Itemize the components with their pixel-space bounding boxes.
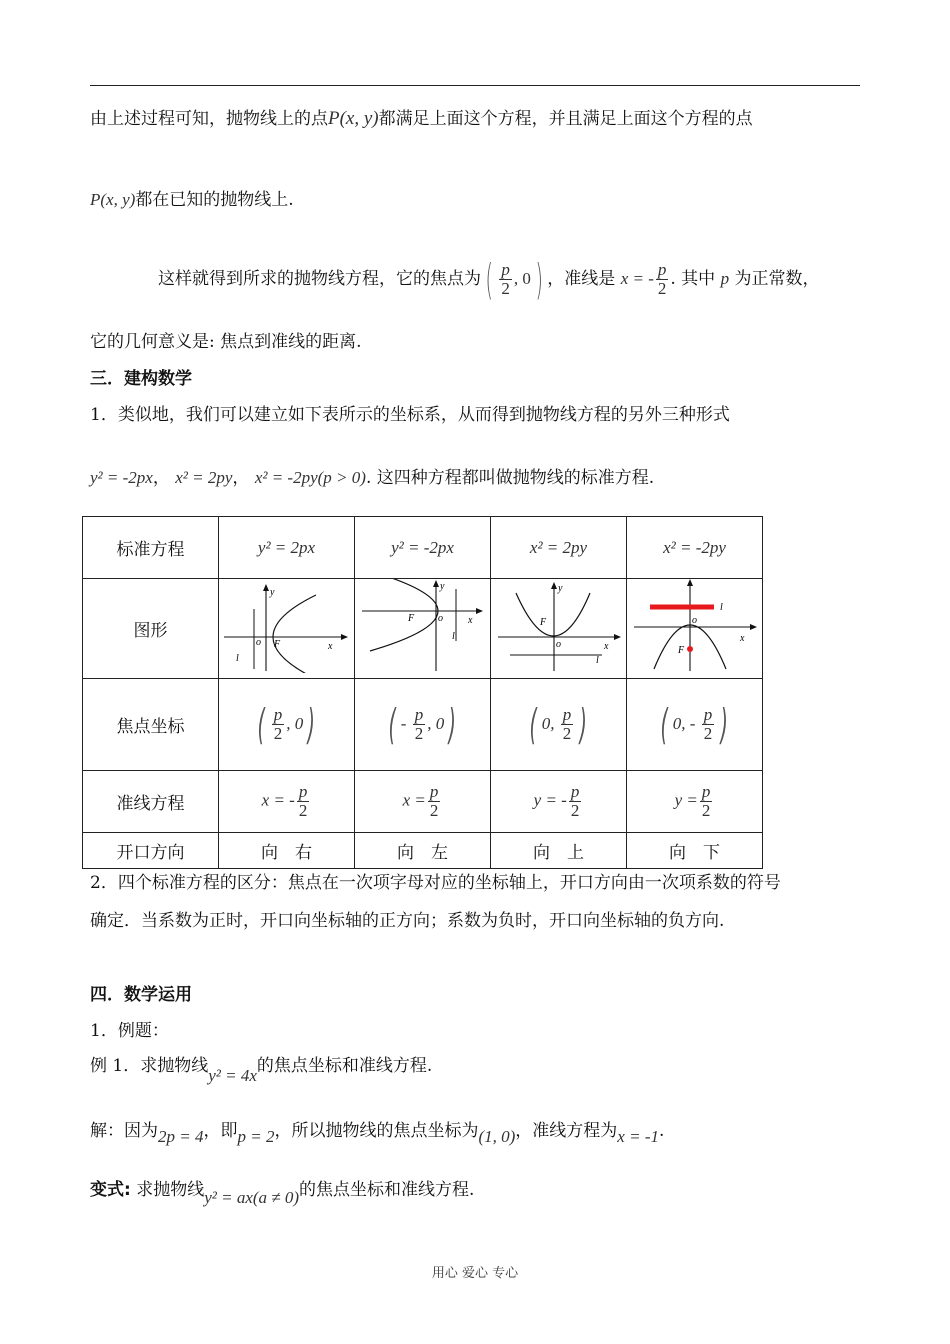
- table-row: [83, 579, 763, 679]
- row-header: 准线方程: [83, 771, 219, 833]
- svg-text:y: y: [269, 587, 274, 598]
- direction-cell: 向 下: [627, 833, 763, 869]
- page-footer: 用心 爱心 专心: [431, 1266, 519, 1281]
- directrix-cell: x = $\frac{p}{2}$: [355, 771, 491, 833]
- svg-text:l: l: [595, 655, 599, 666]
- svg-text:x: x: [739, 633, 744, 644]
- table-row: 标准方程 y² = 2px y² = -2px x² = 2py x² = -2py: [83, 517, 763, 579]
- paragraph-1: 由上述过程可知，抛物线上的点P(x, y)都满足上面这个方程，并且满足上面这个方程的点: [90, 108, 753, 129]
- svg-text:l: l: [719, 602, 723, 613]
- svg-text:x: x: [603, 641, 608, 652]
- directrix-expression: x = -: [620, 269, 654, 288]
- svg-text:l: l: [235, 653, 239, 664]
- svg-text:x: x: [467, 615, 472, 626]
- svg-text:x: x: [327, 641, 332, 652]
- directrix-cell: y = $\frac{p}{2}$: [627, 771, 763, 833]
- example-heading: 1．例题：: [90, 1021, 169, 1041]
- svg-text:y: y: [439, 581, 444, 592]
- svg-text:F: F: [273, 639, 280, 650]
- graph-up: [491, 579, 627, 679]
- variant-exercise: 变式: 求抛物线y² = ax(a ≠ 0)的焦点坐标和准线方程.: [90, 1180, 475, 1207]
- row-header: 图形: [83, 579, 219, 679]
- item-1: 1．类似地，我们可以建立如下表所示的坐标系，从而得到抛物线方程的另外三种形式: [90, 405, 730, 425]
- header-rule: [90, 85, 860, 86]
- row-header: 焦点坐标: [83, 679, 219, 771]
- graph-right: [219, 579, 355, 679]
- table-row: [83, 679, 763, 771]
- directrix-cell: y = - $\frac{p}{2}$: [491, 771, 627, 833]
- item-2-line-2: 确定．当系数为正时，开口向坐标轴的正方向；系数为负时，开口向坐标轴的负方向.: [90, 911, 725, 931]
- solution: 解：因为2p = 4，即p = 2，所以抛物线的焦点坐标为(1, 0)，准线方程为x = -1.: [90, 1121, 665, 1146]
- svg-text:o: o: [437, 613, 443, 624]
- row-header: 标准方程: [83, 517, 219, 579]
- fraction-p-over-2: $\frac{p}{2}$: [501, 260, 510, 298]
- graph-left: [355, 579, 491, 679]
- standard-forms: y² = -2px， x² = 2py， x² = -2py(p > 0). 这四种方程都叫做抛物线的标准方程.: [90, 468, 655, 488]
- direction-cell: 向 右: [219, 833, 355, 869]
- point-expression: P(x, y): [328, 108, 379, 129]
- svg-text:F: F: [677, 645, 684, 656]
- table-row: [83, 833, 763, 869]
- point-expression: P(x, y): [90, 190, 136, 209]
- row-header: 开口方向: [83, 833, 219, 869]
- item-2-line-1: 2．四个标准方程的区分：焦点在一次项字母对应的坐标轴上，开口方向由一次项系数的符号: [90, 873, 781, 893]
- paragraph-2: P(x, y)都在已知的抛物线上.: [90, 190, 294, 210]
- svg-text:o: o: [691, 615, 697, 626]
- svg-text:o: o: [555, 639, 561, 650]
- focus-cell: ( - $\frac{p}{2}$ , 0 ): [355, 679, 491, 771]
- svg-text:l: l: [451, 631, 455, 642]
- section-heading-3: 三．建构数学: [90, 369, 192, 389]
- svg-text:o: o: [255, 637, 261, 648]
- table-row: [83, 771, 763, 833]
- paragraph-3: 这样就得到所求的抛物线方程，它的焦点为 ( $\frac{p}{2}$ , 0 ) ，准线是 x = - $\frac{p}{2}$ . 其中 p 为正常数，: [158, 254, 820, 304]
- standard-equation-table: [82, 516, 763, 869]
- example-1: 例 1．求抛物线y² = 4x的焦点坐标和准线方程.: [90, 1056, 433, 1085]
- focus-cell: ( 0, $\frac{p}{2}$ ): [491, 679, 627, 771]
- directrix-cell: x = - $\frac{p}{2}$: [219, 771, 355, 833]
- section-heading-4: 四．数学运用: [90, 985, 192, 1005]
- graph-down: [627, 579, 763, 679]
- focus-point: [687, 646, 693, 652]
- direction-cell: 向 上: [491, 833, 627, 869]
- focus-cell: ( $\frac{p}{2}$ , 0 ): [219, 679, 355, 771]
- svg-text:y: y: [557, 583, 562, 594]
- svg-text:F: F: [407, 613, 414, 624]
- focus-cell: ( 0, - $\frac{p}{2}$ ): [627, 679, 763, 771]
- svg-text:F: F: [539, 617, 546, 628]
- paragraph-4: 它的几何意义是: 焦点到准线的距离.: [90, 332, 362, 352]
- direction-cell: 向 左: [355, 833, 491, 869]
